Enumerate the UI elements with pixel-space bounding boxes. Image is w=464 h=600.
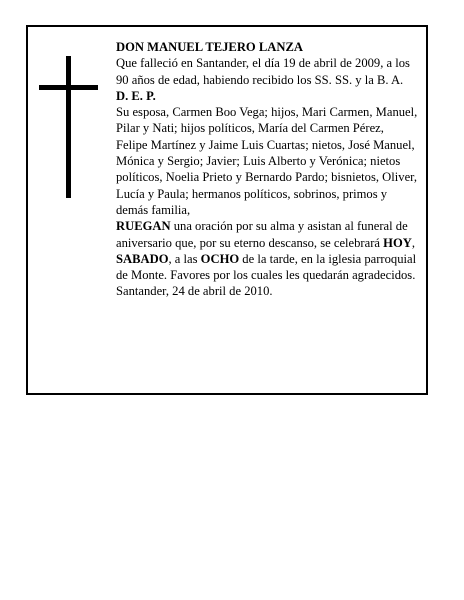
request-text-1: una oración por su alma y asistan al funeral de aniversario que, por su eterno descanso, se celebrará [116,219,408,250]
request-comma: , [411,235,415,250]
rip-line: D. E. P. [116,88,156,103]
ocho-word: OCHO [200,251,240,266]
request-text-3: de la tarde, en la iglesia parroquial de Monte. Favores por los cuales les quedarán agradecidos. [116,251,417,283]
cross-icon [39,56,98,198]
deceased-name: DON MANUEL TEJERO LANZA [116,40,303,54]
death-info: Que falleció en Santander, el día 19 de abril de 2009, a los 90 años de edad, habiendo recibido los SS. SS. y la B. A. [116,56,410,87]
place-date: Santander, 24 de abril de 2010. [116,284,273,299]
notice-text [116,39,418,300]
funeral-request [116,218,418,283]
cross-horizontal-bar [39,85,98,90]
request-text-2: , a las [168,251,201,266]
family-list: Su esposa, Carmen Boo Vega; hijos, Mari Carmen, Manuel, Pilar y Nati; hijos políticos, María del Carmen Pérez, Felipe Martínez y Jaime Luis Cuartas; nietos, José Manuel, Mónica y Sergio; Javier; Luis Alberto y Verónica; nietos políticos, Noelia Prieto y Bernardo Pardo; bisnietos, Oliver, Lucía y Paula; hermanos políticos, sobrinos, primos y demás familia, [116,105,418,217]
cross-vertical-bar [66,56,71,198]
obituary-notice [26,25,428,395]
sabado-word: SABADO [116,251,169,266]
ruegan-word: RUEGAN [116,219,171,234]
hoy-word: HOY [383,235,412,250]
